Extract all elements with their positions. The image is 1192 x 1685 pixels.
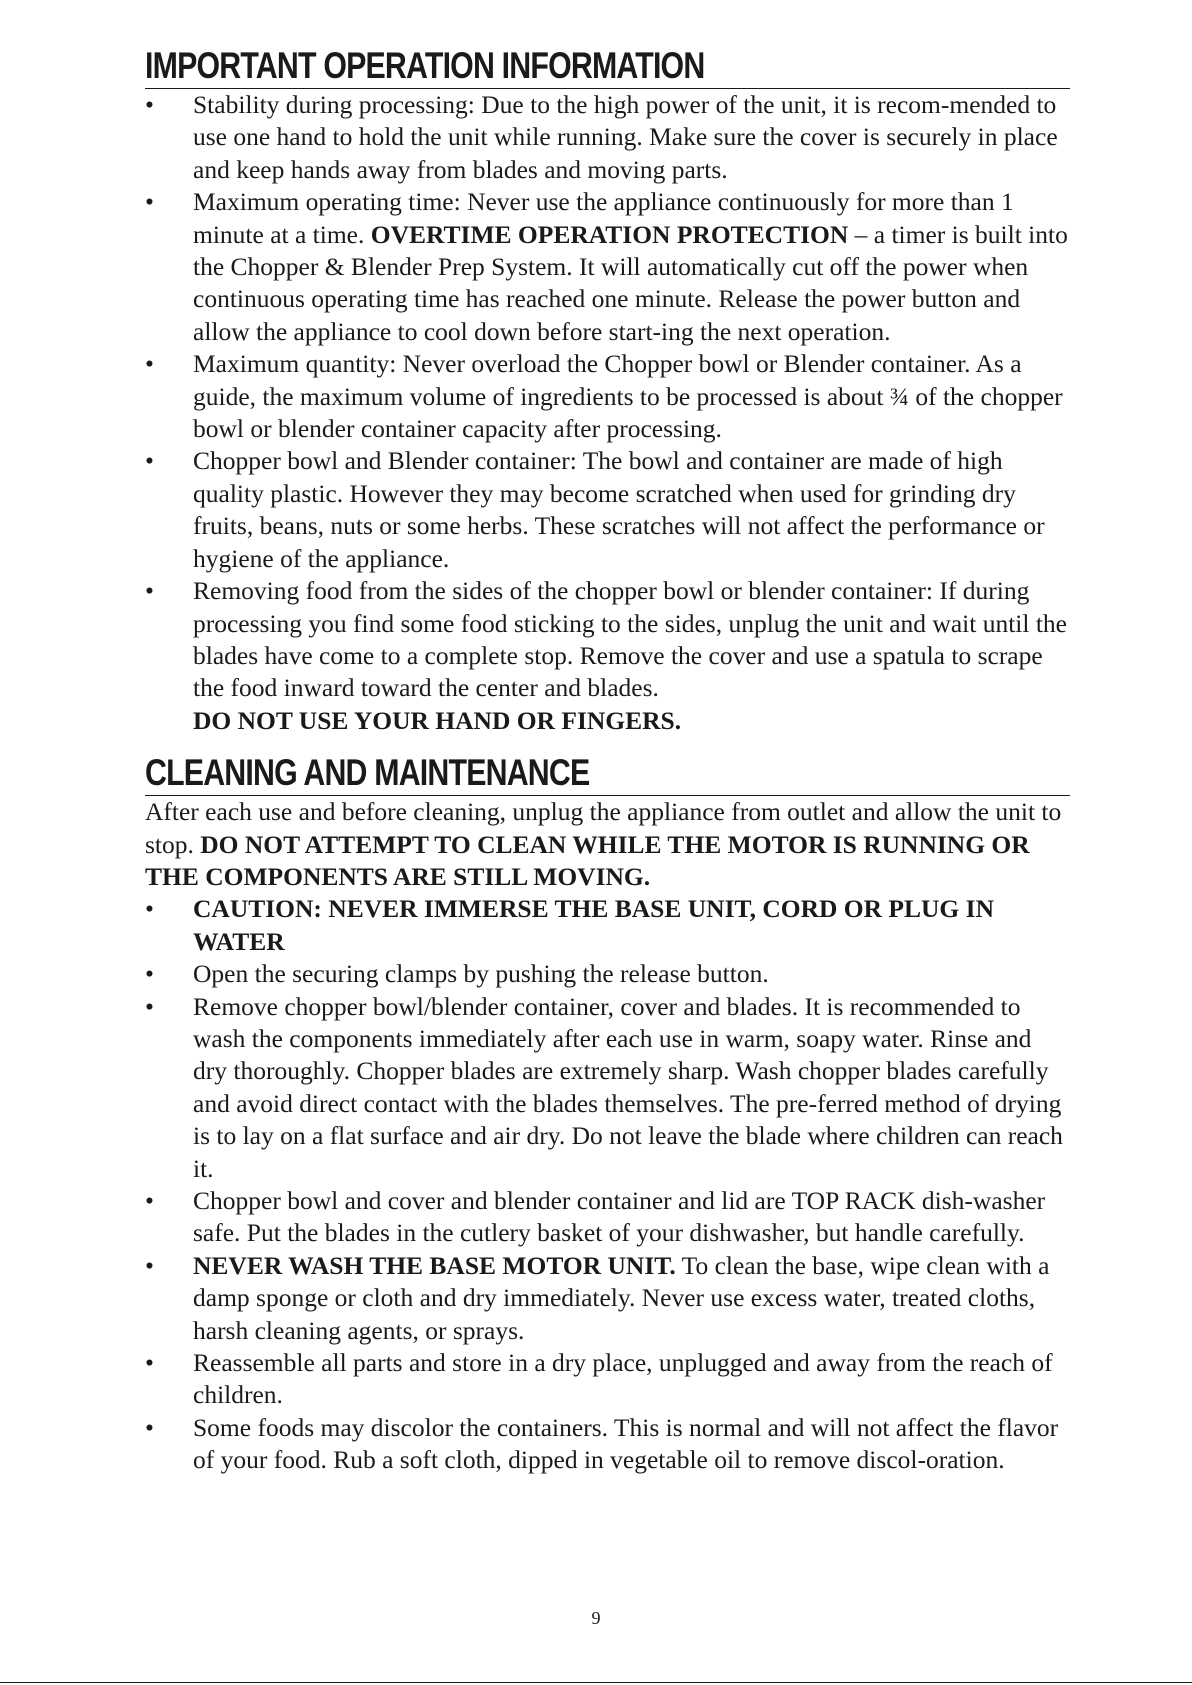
operation-section-title: IMPORTANT OPERATION INFORMATION [145, 45, 705, 86]
bullet: • [145, 576, 154, 606]
bullet: • [145, 349, 154, 379]
bullet: • [145, 187, 154, 217]
item-text: – a timer is built into the Chopper & Blender Prep System. It will automatically cut off the power when continuous operating time has reached one minute. Release the power button and allow the appliance to cool down before start-ing the next operation. [193, 219, 1068, 346]
bullet: • [145, 1348, 154, 1378]
list-item [145, 958, 1070, 990]
page-number: 9 [591, 1608, 601, 1628]
list-item [145, 1250, 1070, 1347]
intro-text: After each use and before cleaning, unplug the appliance from outlet and allow the unit to stop. [145, 797, 1062, 859]
item-text: Remove chopper bowl/blender container, cover and blades. It is recommended to wash the components immediately after each use in warm, soapy water. Rinse and dry thoroughly. Chopper blades are extremely sharp. Wash chopper blades carefully and avoid direct contact with the blades themselves. The pre-ferred method of drying is to lay on a flat surface and air dry. Do not leave the blade where children can reach it. [193, 991, 1063, 1183]
bullet: • [145, 1250, 154, 1280]
list-item [145, 1347, 1070, 1412]
bullet: • [145, 1186, 154, 1215]
list-item [145, 186, 1070, 348]
list-item [145, 89, 1070, 186]
cleaning-list [145, 893, 1070, 1476]
item-text: Maximum operating time: Never use the appliance continuously for more than 1 minute at a time. [193, 187, 1014, 249]
item-text: Reassemble all parts and store in a dry place, unplugged and away from the reach of children. [193, 1348, 1053, 1410]
bullet: • [145, 894, 154, 924]
bullet: • [145, 446, 154, 476]
item-text: Some foods may discolor the containers. This is normal and will not affect the flavor of your food. Rub a soft cloth, dipped in vegetable oil to remove discol-oration. [193, 1412, 1059, 1475]
item-text: Stability during processing: Due to the high power of the unit, it is recom-mended to use one hand to hold the unit while running. Make sure the cover is securely in place and keep hands away from blades and moving parts. [193, 90, 1058, 184]
list-item [145, 1185, 1070, 1250]
cleaning-section-title: CLEANING AND MAINTENANCE [145, 752, 590, 794]
item-text: Maximum quantity: Never overload the Chopper bowl or Blender container. As a guide, the maximum volume of ingredients to be processed is about ¾ of the chopper bowl or blender container capacity after processing. [193, 349, 1063, 444]
list-item [145, 1412, 1070, 1477]
bullet: • [145, 1412, 154, 1442]
bottom-rule [0, 1682, 1192, 1683]
caution-text: CAUTION: NEVER IMMERSE THE BASE UNIT, CORD OR PLUG IN WATER [193, 894, 994, 956]
item-text: Chopper bowl and Blender container: The bowl and container are made of high quality plastic. However they may become scratched when used for grinding dry fruits, beans, nuts or some herbs. These scratches will not affect the performance or hygiene of the appliance. [193, 446, 1045, 573]
list-item [145, 445, 1070, 575]
item-bold-text: OVERTIME OPERATION PROTECTION [370, 219, 849, 249]
item-text: Removing food from the sides of the chopper bowl or blender container: If during processing you find some food sticking to the sides, unplug the unit and wait until the blades have come to a complete stop. Remove the cover and use a spatula to scrape the food inward toward the center and blades. [193, 576, 1067, 703]
bullet: • [145, 90, 154, 119]
item-text: To clean the base, wipe clean with a damp sponge or cloth and dry immediately. Never use excess water, treated cloths, harsh cleaning agents, or sprays. [193, 1250, 1050, 1345]
bullet: • [145, 959, 154, 989]
list-item [145, 893, 1070, 958]
item-bold-text: NEVER WASH THE BASE MOTOR UNIT. [193, 1250, 676, 1280]
operation-list [145, 89, 1070, 737]
list-item [145, 991, 1070, 1185]
item-text: Chopper bowl and cover and blender container and lid are TOP RACK dish-washer safe. Put the blades in the cutlery basket of your dishwasher, but handle carefully. [193, 1186, 1046, 1248]
intro-warning: DO NOT ATTEMPT TO CLEAN WHILE THE MOTOR IS RUNNING OR THE COMPONENTS ARE STILL MOVING. [145, 829, 1030, 891]
list-item [145, 575, 1070, 737]
cleaning-intro [145, 796, 1070, 893]
list-item [145, 348, 1070, 445]
page-content [145, 44, 1070, 1477]
bullet: • [145, 991, 154, 1021]
item-text: Open the securing clamps by pushing the release button. [193, 959, 769, 989]
warning-text: DO NOT USE YOUR HAND OR FINGERS. [193, 705, 682, 735]
